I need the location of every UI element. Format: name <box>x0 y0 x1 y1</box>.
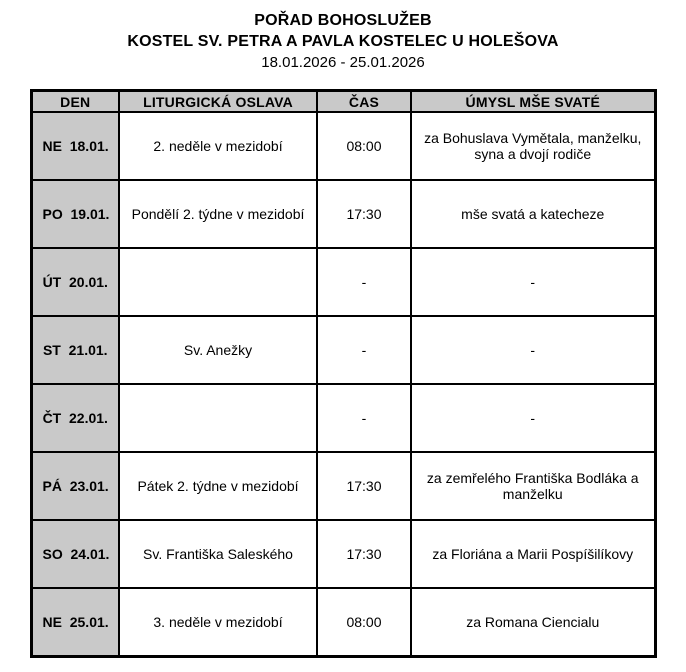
table-row <box>31 316 655 384</box>
table-row <box>31 180 655 248</box>
day-cell: PÁ 23.01. <box>31 452 119 520</box>
day-cell: SO 24.01. <box>31 520 119 588</box>
day-cell: ČT 22.01. <box>31 384 119 452</box>
day-cell: PO 19.01. <box>31 180 119 248</box>
column-header-den: DEN <box>31 91 119 113</box>
date-range: 18.01.2026 - 25.01.2026 <box>261 54 425 71</box>
celebration-cell: Pondělí 2. týdne v mezidobí <box>119 180 317 248</box>
intention-cell: - <box>411 248 655 316</box>
celebration-cell: 2. neděle v mezidobí <box>119 112 317 180</box>
table-row <box>31 112 655 180</box>
time-cell: 17:30 <box>317 452 411 520</box>
day-cell: NE 18.01. <box>31 112 119 180</box>
celebration-cell <box>119 248 317 316</box>
intention-cell: za Romana Ciencialu <box>411 588 655 656</box>
title-block <box>0 10 686 73</box>
schedule-table <box>30 89 657 658</box>
column-header-umysl-mse-svate: ÚMYSL MŠE SVATÉ <box>411 91 655 113</box>
table-header-row <box>31 91 655 113</box>
time-cell: 17:30 <box>317 180 411 248</box>
intention-cell: za zemřelého Františka Bodláka a manželku <box>411 452 655 520</box>
intention-cell: za Bohuslava Vymětala, manželku, syna a dvojí rodiče <box>411 112 655 180</box>
time-cell: - <box>317 248 411 316</box>
celebration-cell <box>119 384 317 452</box>
time-cell: - <box>317 316 411 384</box>
celebration-cell: 3. neděle v mezidobí <box>119 588 317 656</box>
time-cell: 17:30 <box>317 520 411 588</box>
intention-cell: - <box>411 384 655 452</box>
table-row <box>31 588 655 656</box>
page-title: POŘAD BOHOSLUŽEB <box>254 12 432 29</box>
column-header-cas: ČAS <box>317 91 411 113</box>
day-cell: ST 21.01. <box>31 316 119 384</box>
table-row <box>31 248 655 316</box>
table-row <box>31 384 655 452</box>
column-header-liturgicka-oslava: LITURGICKÁ OSLAVA <box>119 91 317 113</box>
celebration-cell: Pátek 2. týdne v mezidobí <box>119 452 317 520</box>
day-cell: NE 25.01. <box>31 588 119 656</box>
celebration-cell: Sv. Anežky <box>119 316 317 384</box>
time-cell: 08:00 <box>317 588 411 656</box>
table-row <box>31 452 655 520</box>
celebration-cell: Sv. Františka Saleského <box>119 520 317 588</box>
table-row <box>31 520 655 588</box>
day-cell: ÚT 20.01. <box>31 248 119 316</box>
intention-cell: - <box>411 316 655 384</box>
church-name: KOSTEL SV. PETRA A PAVLA KOSTELEC U HOLEŠOVA <box>127 33 559 50</box>
intention-cell: za Floriána a Marii Pospíšilíkovy <box>411 520 655 588</box>
time-cell: - <box>317 384 411 452</box>
time-cell: 08:00 <box>317 112 411 180</box>
intention-cell: mše svatá a katecheze <box>411 180 655 248</box>
